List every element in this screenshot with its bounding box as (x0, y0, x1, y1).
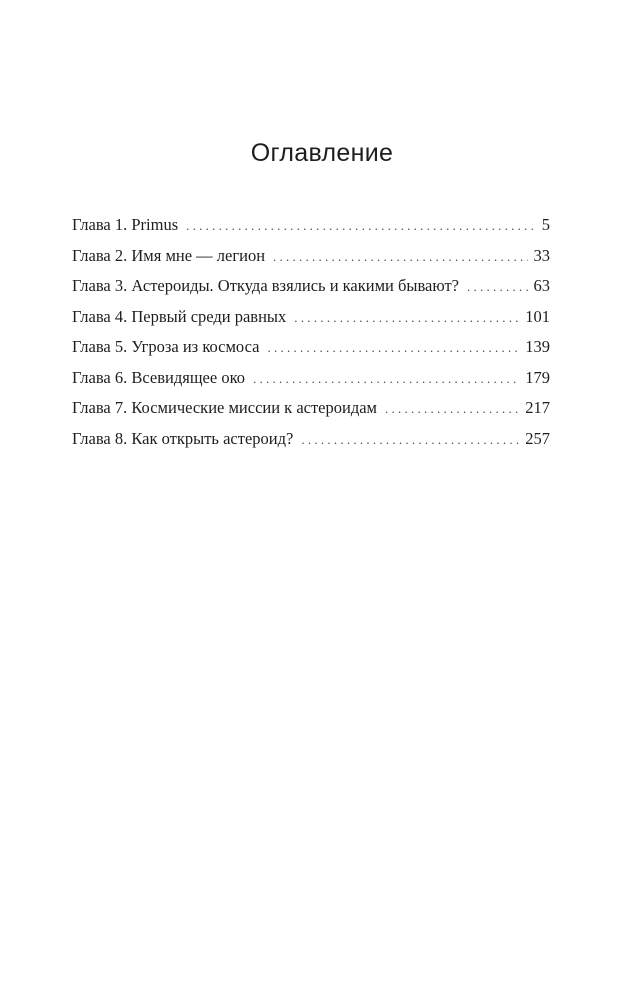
toc-entry-label: Глава 5. Угроза из космоса (72, 337, 260, 356)
dot-leader (301, 430, 519, 450)
toc-entry-chapter-7 (72, 398, 550, 429)
dot-leader (385, 399, 519, 419)
toc-entry-page-number: 63 (533, 276, 550, 295)
toc-entry-page-number: 139 (525, 337, 550, 356)
toc-entry-page-number: 101 (525, 306, 550, 326)
toc-entry-label: Глава 2. Имя мне — легион (72, 245, 266, 265)
dot-leader (294, 308, 519, 328)
toc-entry-label: Глава 1. Primus (72, 215, 179, 234)
toc-entry-chapter-4 (72, 307, 550, 338)
dot-leader (267, 338, 519, 358)
toc-entry-chapter-2 (72, 246, 550, 277)
table-of-contents (72, 215, 550, 459)
toc-entry-chapter-3 (72, 276, 550, 307)
toc-entry-chapter-8 (72, 429, 550, 460)
toc-entry-chapter-6 (72, 368, 550, 399)
page-title: Оглавление (250, 139, 394, 167)
toc-entry-label: Глава 8. Как открыть астероид? (72, 428, 294, 448)
toc-entry-page-number: 217 (525, 398, 550, 417)
dot-leader (186, 216, 536, 236)
dot-leader (273, 247, 527, 267)
dot-leader (253, 369, 519, 389)
toc-entry-page-number: 257 (525, 428, 550, 448)
toc-entry-label: Глава 3. Астероиды. Откуда взялись и какими бывают? (72, 276, 460, 295)
toc-entry-page-number: 33 (533, 245, 550, 265)
toc-entry-label: Глава 7. Космические миссии к астероидам (72, 398, 377, 417)
toc-entry-chapter-5 (72, 337, 550, 368)
toc-entry-chapter-1 (72, 215, 550, 246)
toc-entry-label: Глава 6. Всевидящее око (72, 367, 245, 387)
dot-leader (467, 277, 527, 297)
toc-entry-page-number: 5 (541, 215, 550, 234)
toc-entry-label: Глава 4. Первый среди равных (72, 306, 287, 326)
toc-entry-page-number: 179 (525, 367, 550, 387)
